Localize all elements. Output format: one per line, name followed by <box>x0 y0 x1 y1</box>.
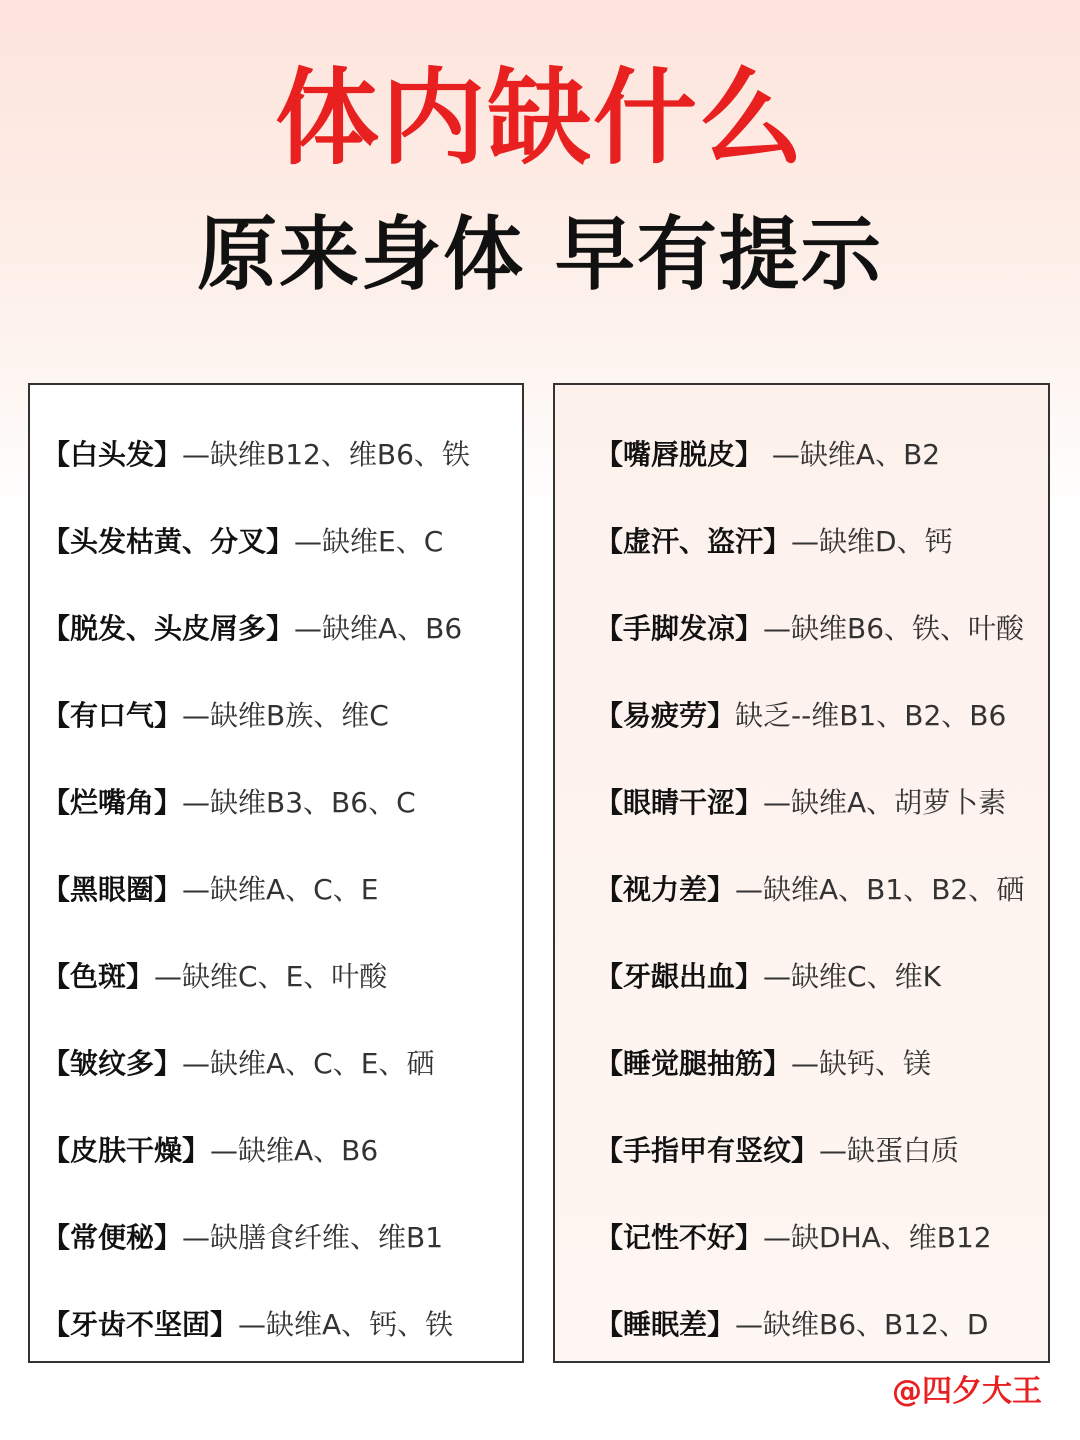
symptom-label: 【手脚发凉】 <box>595 612 764 645</box>
author-signature: @四夕大王 <box>892 1374 1042 1409</box>
list-item <box>595 957 1042 997</box>
deficiency-text: —缺钙、镁 <box>791 1047 932 1080</box>
symptom-label: 【牙齿不坚固】 <box>42 1308 239 1341</box>
deficiency-text: —缺维A、B2 <box>763 438 941 471</box>
list-item <box>595 609 1042 649</box>
list-item <box>595 870 1042 910</box>
list-item <box>595 783 1042 823</box>
list-item <box>595 1305 1042 1345</box>
list-item <box>42 870 516 910</box>
deficiency-text: —缺维C、E、叶酸 <box>154 960 388 993</box>
symptom-label: 【有口气】 <box>42 699 183 732</box>
symptom-label: 【皱纹多】 <box>42 1047 183 1080</box>
list-item <box>42 1044 516 1084</box>
symptom-label: 【牙龈出血】 <box>595 960 764 993</box>
symptom-label: 【视力差】 <box>595 873 736 906</box>
deficiency-text: —缺膳食纤维、维B1 <box>182 1221 444 1254</box>
symptom-label: 【手指甲有竖纹】 <box>595 1134 820 1167</box>
deficiency-text: —缺维A、B6 <box>210 1134 379 1167</box>
page-title: 体内缺什么 <box>274 57 805 179</box>
deficiency-text: —缺维A、B6 <box>294 612 463 645</box>
symptom-label: 【黑眼圈】 <box>42 873 183 906</box>
deficiency-text: 缺乏--维B1、B2、B6 <box>735 699 1007 732</box>
left-symptom-panel <box>28 383 524 1363</box>
symptom-label: 【头发枯黄、分叉】 <box>42 525 295 558</box>
deficiency-text: —缺维A、C、E、硒 <box>182 1047 435 1080</box>
list-item <box>42 609 516 649</box>
deficiency-text: —缺维B3、B6、C <box>182 786 416 819</box>
list-item <box>595 435 1042 475</box>
symptom-label: 【易疲劳】 <box>595 699 736 732</box>
deficiency-text: —缺维A、胡萝卜素 <box>763 786 1007 819</box>
list-item <box>595 696 1042 736</box>
symptom-label: 【虚汗、盗汗】 <box>595 525 792 558</box>
symptom-label: 【脱发、头皮屑多】 <box>42 612 295 645</box>
list-item <box>42 522 516 562</box>
list-item <box>42 1305 516 1345</box>
symptom-label: 【眼睛干涩】 <box>595 786 764 819</box>
symptom-label: 【白头发】 <box>42 438 183 471</box>
deficiency-text: —缺维B6、铁、叶酸 <box>763 612 1025 645</box>
symptom-label: 【烂嘴角】 <box>42 786 183 819</box>
symptom-label: 【记性不好】 <box>595 1221 764 1254</box>
symptom-label: 【睡眠差】 <box>595 1308 736 1341</box>
symptom-label: 【皮肤干燥】 <box>42 1134 211 1167</box>
deficiency-text: —缺维B12、维B6、铁 <box>182 438 470 471</box>
symptom-label: 【睡觉腿抽筋】 <box>595 1047 792 1080</box>
deficiency-text: —缺维A、C、E <box>182 873 379 906</box>
list-item <box>42 957 516 997</box>
deficiency-text: —缺维A、B1、B2、硒 <box>735 873 1025 906</box>
deficiency-text: —缺维E、C <box>294 525 444 558</box>
symptom-label: 【色斑】 <box>42 960 155 993</box>
list-item <box>42 1131 516 1171</box>
deficiency-text: —缺维B族、维C <box>182 699 389 732</box>
list-item <box>42 435 516 475</box>
list-item <box>42 1218 516 1258</box>
symptom-label: 【常便秘】 <box>42 1221 183 1254</box>
deficiency-text: —缺维C、维K <box>763 960 941 993</box>
page-subtitle: 原来身体 早有提示 <box>197 208 883 301</box>
deficiency-text: —缺维A、钙、铁 <box>238 1308 454 1341</box>
deficiency-text: —缺维B6、B12、D <box>735 1308 989 1341</box>
list-item <box>595 1044 1042 1084</box>
list-item <box>595 1218 1042 1258</box>
deficiency-text: —缺DHA、维B12 <box>763 1221 992 1254</box>
list-item <box>595 522 1042 562</box>
list-item <box>42 783 516 823</box>
symptom-label: 【嘴唇脱皮】 <box>595 438 764 471</box>
deficiency-text: —缺维D、钙 <box>791 525 953 558</box>
list-item <box>42 696 516 736</box>
deficiency-text: —缺蛋白质 <box>819 1134 960 1167</box>
list-item <box>595 1131 1042 1171</box>
right-symptom-panel <box>553 383 1050 1363</box>
